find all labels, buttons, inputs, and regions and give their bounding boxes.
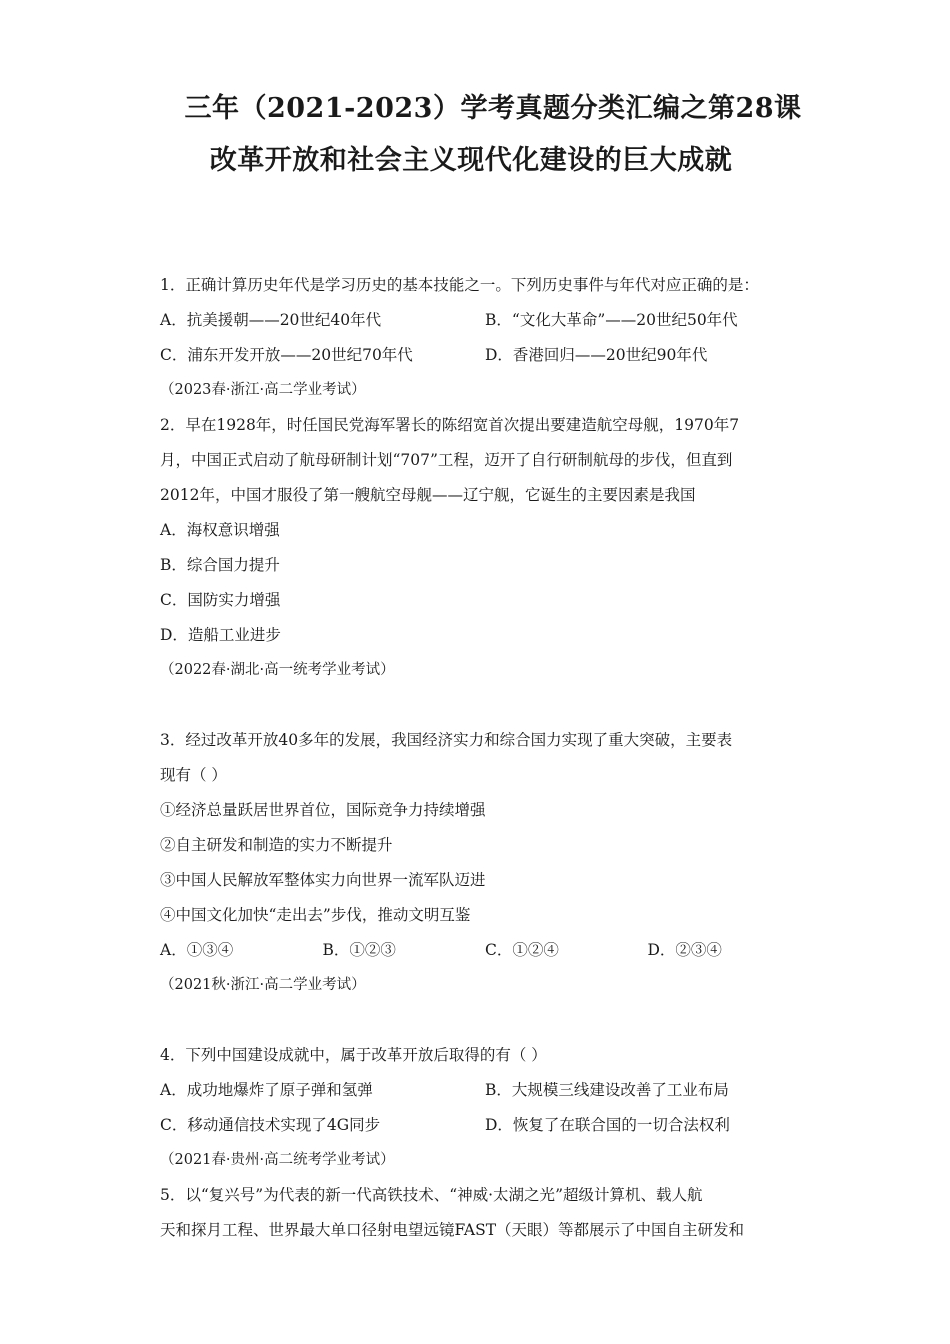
question-stem: 月，中国正式启动了航母研制计划“707”工程，迈开了自行研制航母的步伐，但直到 <box>160 451 733 469</box>
option-c[interactable]: C．移动通信技术实现了4G同步 <box>160 1116 381 1134</box>
question-3 <box>160 723 810 1003</box>
question-1 <box>160 268 810 408</box>
question-stem: 天和探月工程、世界最大单口径射电望远镜FAST（天眼）等都展示了中国自主研发和 <box>160 1221 745 1239</box>
option-c[interactable]: C．国防实力增强 <box>160 591 281 609</box>
option-d[interactable]: D．恢复了在联合国的一切合法权利 <box>485 1116 730 1134</box>
option-b[interactable]: B．综合国力提升 <box>160 556 280 574</box>
question-stem: 1．正确计算历史年代是学习历史的基本技能之一。下列历史事件与年代对应正确的是： <box>160 276 759 294</box>
question-4 <box>160 1038 810 1178</box>
document-title-line-1: 三年（2021-2023）学考真题分类汇编之第28课 <box>184 93 802 124</box>
option-row <box>160 933 810 968</box>
question-2 <box>160 408 810 688</box>
option-row <box>160 338 810 373</box>
statement-1: ①经济总量跃居世界首位，国际竞争力持续增强 <box>160 801 486 819</box>
option-row <box>160 1073 810 1108</box>
question-stem: 5．以“复兴号”为代表的新一代高铁技术、“神威·太湖之光”超级计算机、载人航 <box>160 1186 703 1204</box>
question-list <box>160 268 810 1248</box>
option-c[interactable]: C．①②④ <box>485 941 559 959</box>
option-row <box>160 303 810 338</box>
question-stem: 4．下列中国建设成就中，属于改革开放后取得的有（ ） <box>160 1046 547 1064</box>
spacer <box>160 1003 810 1038</box>
question-source: （2021春·贵州·高二统考学业考试） <box>160 1152 395 1168</box>
option-row <box>160 1108 810 1143</box>
option-a[interactable]: A．成功地爆炸了原子弹和氢弹 <box>160 1081 373 1099</box>
question-stem: 2．早在1928年，时任国民党海军署长的陈绍宽首次提出要建造航空母舰，1970年7 <box>160 416 740 434</box>
statement-2: ②自主研发和制造的实力不断提升 <box>160 836 393 854</box>
document-title-line-2: 改革开放和社会主义现代化建设的巨大成就 <box>209 145 733 176</box>
option-b[interactable]: B．①②③ <box>322 941 396 959</box>
option-a[interactable]: A．①③④ <box>160 941 234 959</box>
option-b[interactable]: B．大规模三线建设改善了工业布局 <box>485 1081 729 1099</box>
question-5 <box>160 1178 810 1248</box>
question-stem: 3．经过改革开放40多年的发展，我国经济实力和综合国力实现了重大突破，主要表 <box>160 731 733 749</box>
question-source: （2021秋·浙江·高二学业考试） <box>160 977 366 993</box>
question-source: （2022春·湖北·高一统考学业考试） <box>160 662 395 678</box>
option-d[interactable]: D．造船工业进步 <box>160 626 281 644</box>
spacer <box>160 688 810 723</box>
option-a[interactable]: A．海权意识增强 <box>160 521 280 539</box>
question-source: （2023春·浙江·高二学业考试） <box>160 382 366 398</box>
option-c[interactable]: C．浦东开发开放——20世纪70年代 <box>160 346 413 364</box>
statement-4: ④中国文化加快“走出去”步伐，推动文明互鉴 <box>160 906 471 924</box>
option-d[interactable]: D．香港回归——20世纪90年代 <box>485 346 708 364</box>
option-a[interactable]: A．抗美援朝——20世纪40年代 <box>160 311 382 329</box>
option-d[interactable]: D．②③④ <box>647 941 722 959</box>
statement-3: ③中国人民解放军整体实力向世界一流军队迈进 <box>160 871 486 889</box>
option-b[interactable]: B．“文化大革命”——20世纪50年代 <box>485 311 738 329</box>
question-stem: 现有（ ） <box>160 766 227 784</box>
question-stem: 2012年，中国才服役了第一艘航空母舰——辽宁舰，它诞生的主要因素是我国 <box>160 486 696 504</box>
